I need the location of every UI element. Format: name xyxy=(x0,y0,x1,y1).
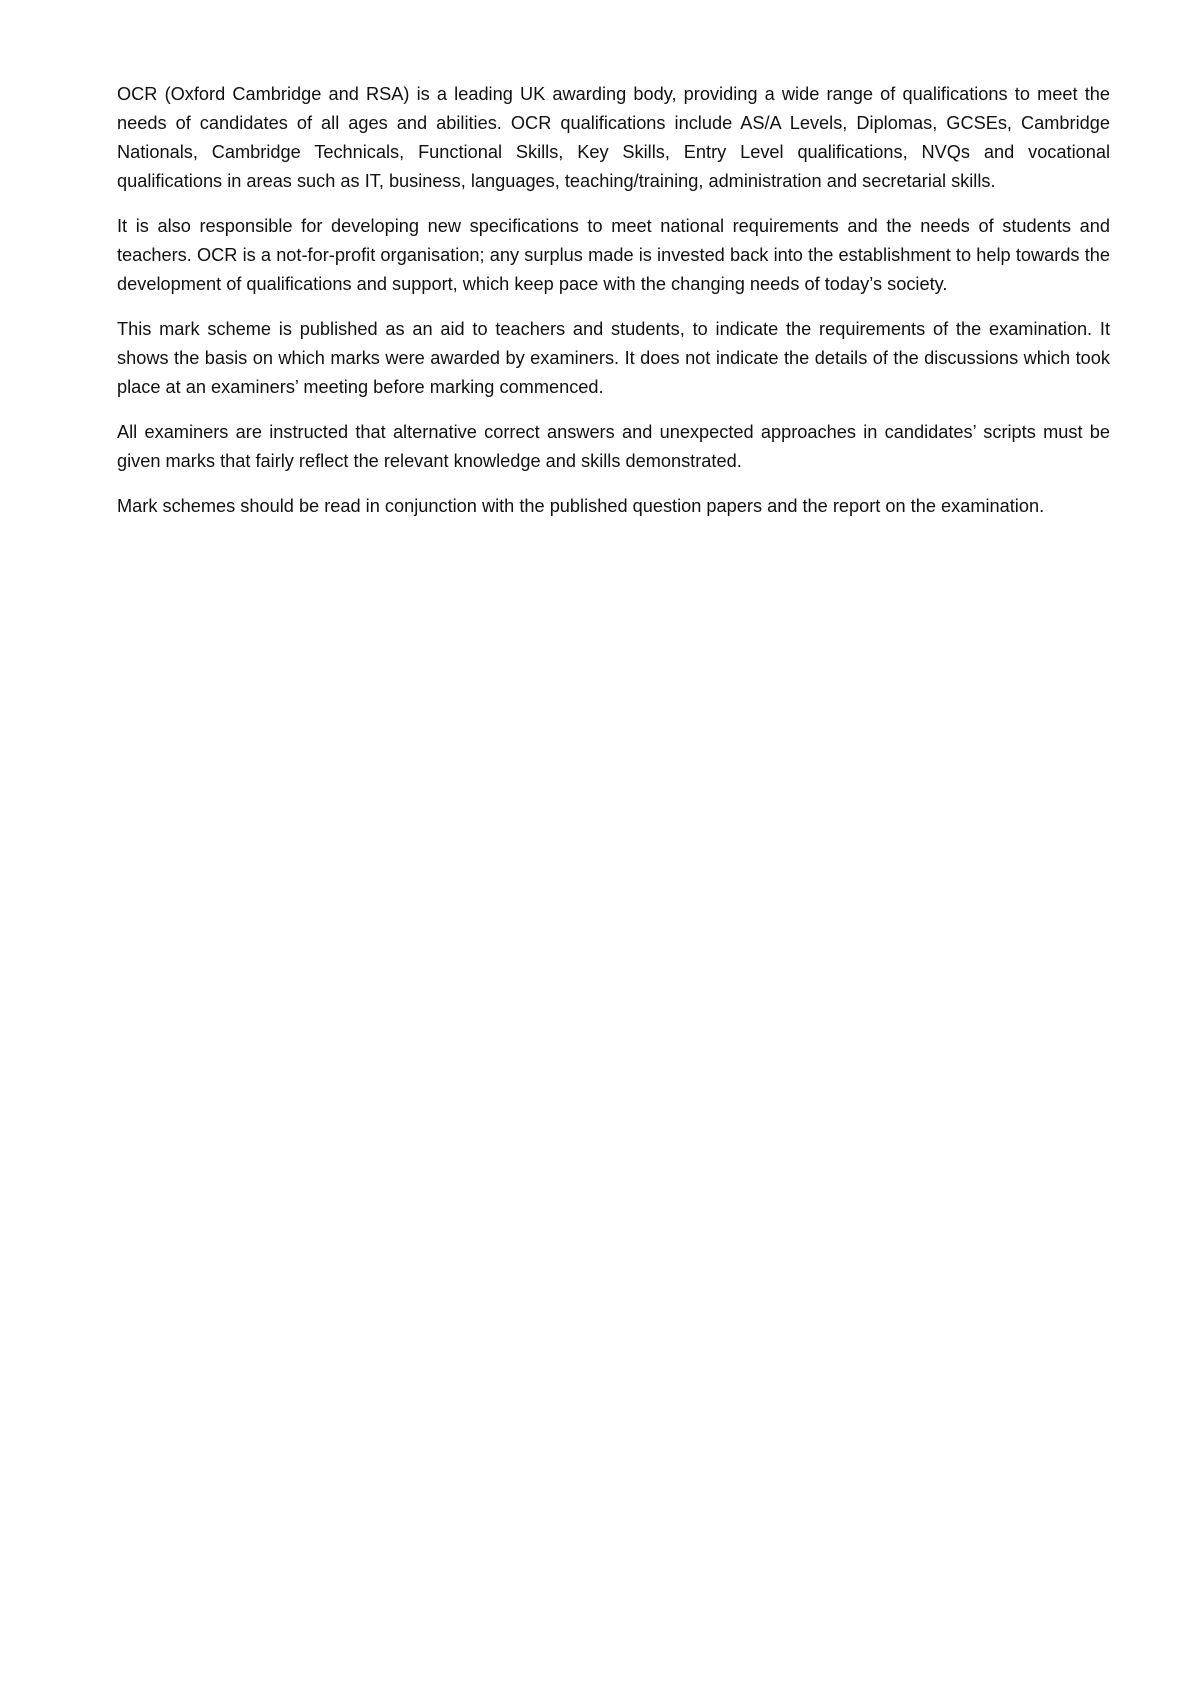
paragraph-mark-scheme-purpose: This mark scheme is published as an aid to teachers and students, to indicate the requirements of the examination. It shows the basis on which marks were awarded by examiners. It does not indicate the details of the discussions which took place at an examiners’ meeting before marking commenced. xyxy=(117,319,1110,397)
paragraph-examiner-instructions: All examiners are instructed that alternative correct answers and unexpected approaches in candidates’ scripts must be given marks that fairly reflect the relevant knowledge and skills demonstrated. xyxy=(117,422,1110,471)
document-body xyxy=(117,80,1110,537)
paragraph-responsibilities: It is also responsible for developing new specifications to meet national requirements and the needs of students and teachers. OCR is a not-for-profit organisation; any surplus made is invested back into the establishment to help towards the development of qualifications and support, which keep pace with the changing needs of today’s society. xyxy=(117,216,1110,294)
paragraph-about-ocr: OCR (Oxford Cambridge and RSA) is a leading UK awarding body, providing a wide range of qualifications to meet the needs of candidates of all ages and abilities. OCR qualifications include AS/A Levels, Diplomas, GCSEs, Cambridge Nationals, Cambridge Technicals, Functional Skills, Key Skills, Entry Level qualifications, NVQs and vocational qualifications in areas such as IT, business, languages, teaching/training, administration and secretarial skills. xyxy=(117,84,1110,191)
paragraph-reading-guidance: Mark schemes should be read in conjunction with the published question papers and the report on the examination. xyxy=(117,496,1045,516)
